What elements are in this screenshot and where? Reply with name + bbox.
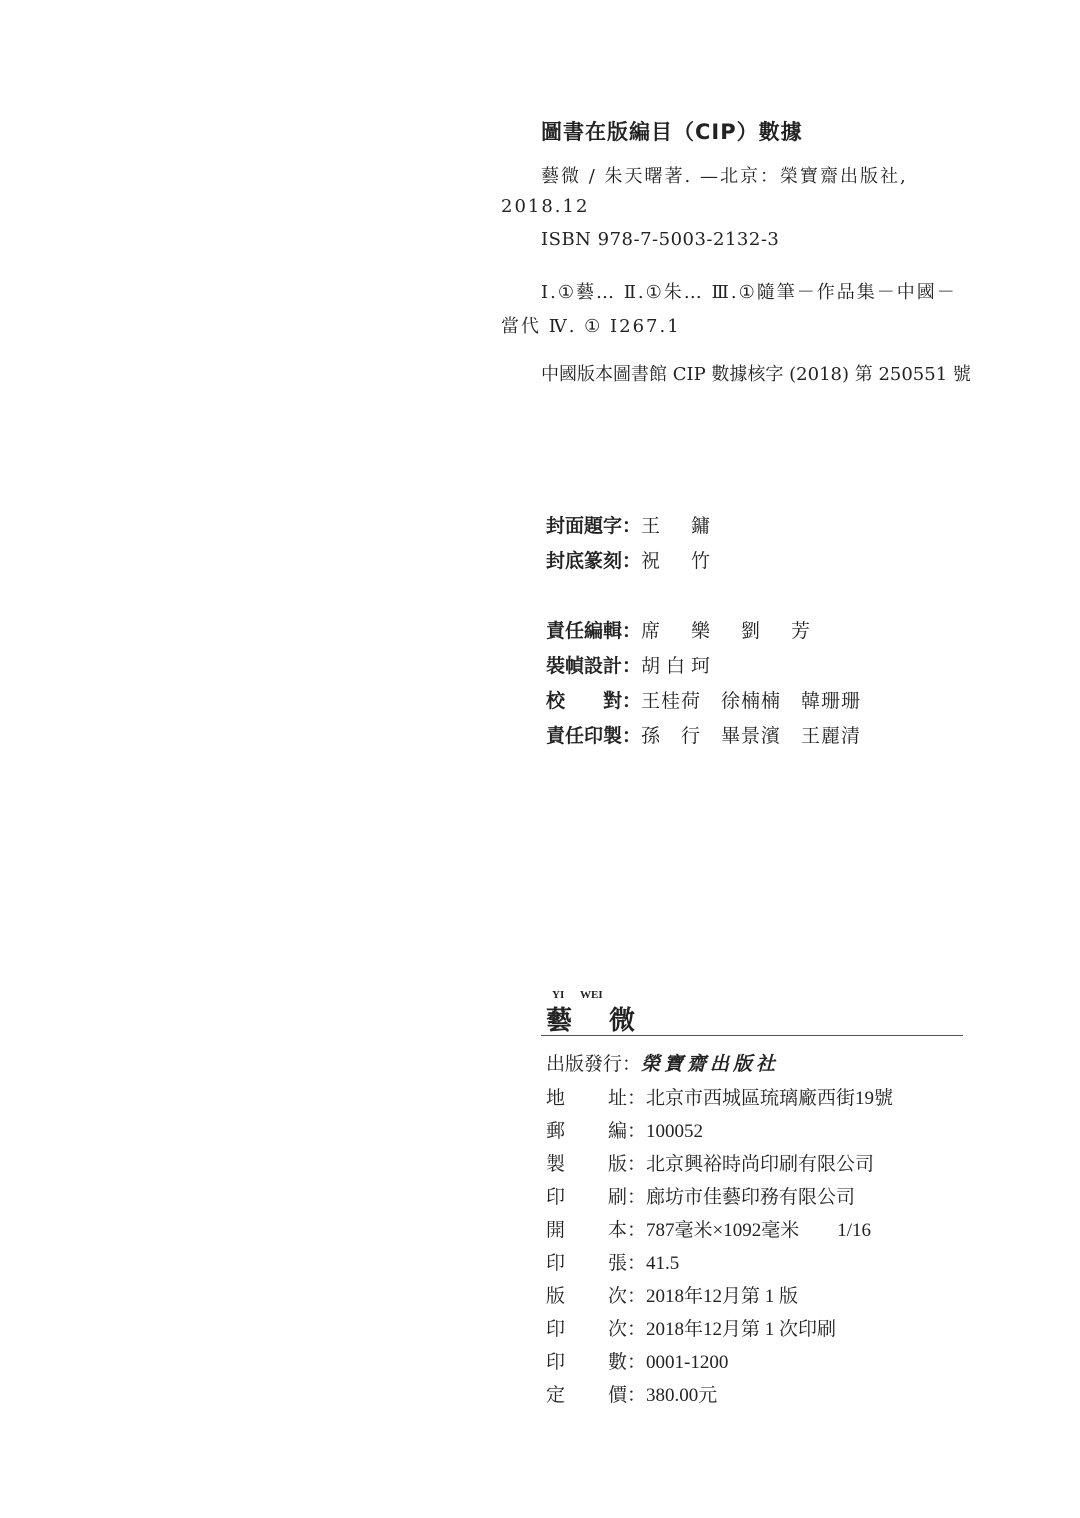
credit-label: 裝幀設計： [546, 655, 642, 677]
pub-info-postcode [546, 1116, 703, 1143]
credit-label: 封面題字： [546, 515, 642, 537]
pub-info-printing [546, 1314, 836, 1341]
cip-date: 2018.12 [501, 196, 590, 217]
cip-isbn: ISBN 978-7-5003-2132-3 [541, 229, 780, 250]
pub-key: 印 [546, 1253, 566, 1274]
credit-row-designer [546, 651, 716, 678]
pub-key: 郵 [546, 1121, 566, 1142]
pub-key-end: 張： [608, 1253, 647, 1274]
pub-key: 印 [546, 1319, 566, 1340]
pub-info-edition [546, 1281, 798, 1308]
pub-value: 北京興裕時尚印刷有限公司 [646, 1154, 875, 1175]
pub-info-plate [546, 1149, 874, 1176]
credit-row-back-seal [546, 546, 716, 573]
pub-key-end: 次： [608, 1319, 647, 1340]
credit-label: 校 對： [546, 690, 642, 712]
title-divider [541, 1035, 963, 1036]
credit-label: 責任編輯： [546, 620, 642, 642]
pub-info-price [546, 1380, 717, 1407]
cip-bibliographic-line: 藝微 / 朱天曙著. —北京：榮寶齋出版社, [541, 166, 908, 187]
pub-format-fraction: 1/16 [837, 1220, 872, 1241]
pub-key: 開 [546, 1220, 566, 1241]
pub-value: 2018年12月第 1 版 [646, 1286, 799, 1307]
publisher-label: 出版發行： [546, 1054, 642, 1075]
pub-value: 380.00元 [646, 1385, 718, 1406]
credit-value: 王桂荷 徐楠楠 韓珊珊 [641, 690, 862, 712]
pub-info-printer [546, 1182, 855, 1209]
credit-label: 封底篆刻： [546, 550, 642, 572]
credit-label: 責任印製： [546, 725, 642, 747]
pub-key-end: 版： [608, 1154, 647, 1175]
cip-classification: Ⅰ.①藝… Ⅱ.①朱… Ⅲ.①隨筆－作品集－中國－ [541, 282, 957, 303]
pub-value: 廊坊市佳藝印務有限公司 [646, 1187, 856, 1208]
credit-value: 王 鏞 [641, 515, 717, 537]
pub-value: 北京市西城區琉璃廠西街19號 [646, 1088, 894, 1109]
pub-key: 地 [546, 1088, 566, 1109]
pub-key-end: 次： [608, 1286, 647, 1307]
publisher-row [546, 1049, 779, 1076]
credit-value: 祝 竹 [641, 550, 717, 572]
pub-key: 製 [546, 1154, 566, 1175]
credit-value: 席 樂 劉 芳 [641, 620, 817, 642]
pub-key-end: 刷： [608, 1187, 647, 1208]
credit-row-proofreader [546, 686, 861, 713]
credit-value: 孫 行 畢景濱 王麗清 [641, 725, 862, 747]
credit-row-printing-supervisor [546, 721, 861, 748]
pub-info-address [546, 1083, 893, 1110]
credit-row-cover-calligraphy [546, 511, 716, 538]
pub-value: 100052 [646, 1121, 704, 1142]
pub-key-end: 價： [608, 1385, 647, 1406]
pub-info-sheets [546, 1248, 679, 1275]
book-title: 藝 微 [546, 1006, 650, 1036]
pub-info-format [546, 1215, 871, 1242]
pub-value: 41.5 [646, 1253, 680, 1274]
pub-key-end: 編： [608, 1121, 647, 1142]
pub-key: 印 [546, 1352, 566, 1373]
pub-value: 787毫米×1092毫米 [646, 1220, 800, 1241]
pub-value: 0001-1200 [646, 1352, 729, 1373]
title-pinyin-wei: WEI [580, 989, 603, 1001]
cip-classification-cont: 當代 Ⅳ. ① I267.1 [501, 316, 681, 337]
pub-key-end: 數： [608, 1352, 647, 1373]
credit-row-editor [546, 616, 816, 643]
cip-title: 圖書在版編目（CIP）數據 [541, 120, 803, 144]
publisher-logo: 榮寶齋出版社 [641, 1053, 780, 1075]
pub-info-print-run [546, 1347, 728, 1374]
pub-key-end: 址： [608, 1088, 647, 1109]
pub-value: 2018年12月第 1 次印刷 [646, 1319, 837, 1340]
title-pinyin-yi: YI [552, 989, 565, 1001]
pub-key: 印 [546, 1187, 566, 1208]
pub-key: 定 [546, 1385, 566, 1406]
cip-record-number: 中國版本圖書館 CIP 數據核字 (2018) 第 250551 號 [541, 364, 971, 385]
pub-key: 版 [546, 1286, 566, 1307]
pub-key-end: 本： [608, 1220, 647, 1241]
credit-value: 胡白珂 [641, 655, 717, 677]
